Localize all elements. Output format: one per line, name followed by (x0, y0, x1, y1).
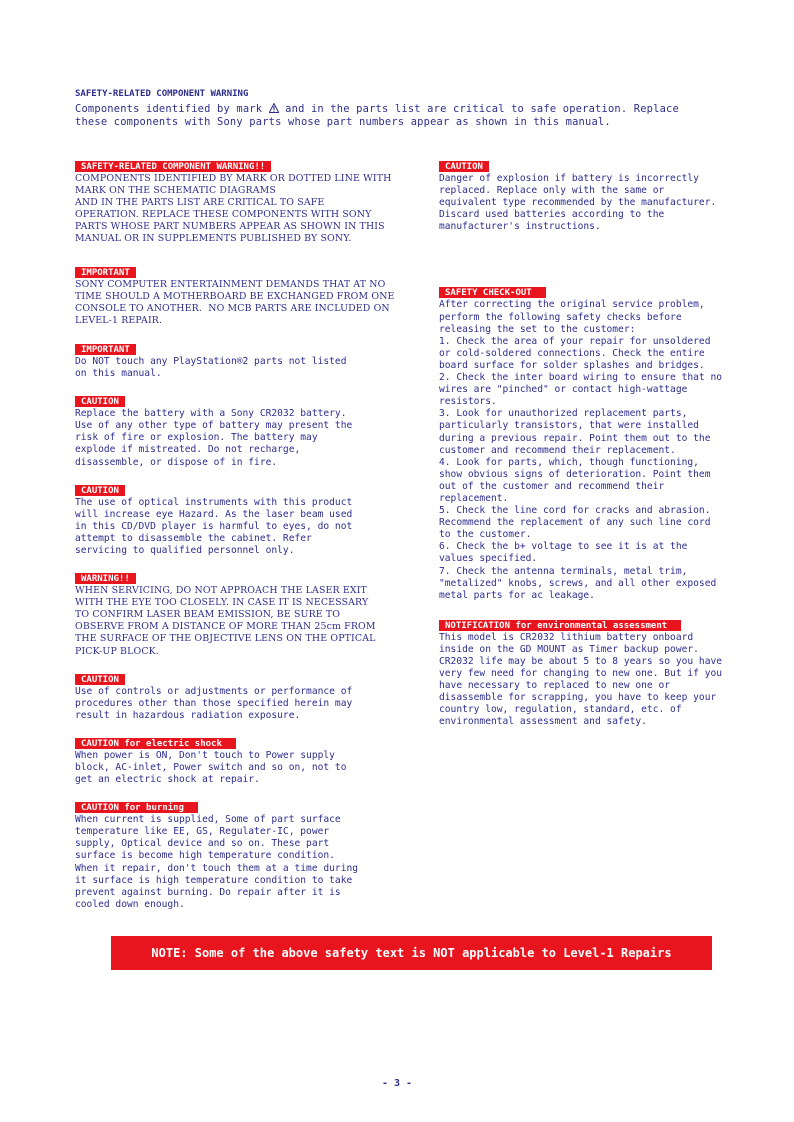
section-label: CAUTION (439, 161, 489, 172)
section-text: Danger of explosion if battery is incorrectly replaced. Replace only with the same or equivalent type recommended by the manufacturer. Discard used batteries according to the manufacturer's instructions. (439, 173, 717, 233)
section-label: SAFETY CHECK-OUT (439, 287, 546, 298)
section-caution-optical (75, 478, 405, 557)
section-label: IMPORTANT (75, 344, 136, 355)
section-label: IMPORTANT (75, 267, 136, 278)
section-label: SAFETY-RELATED COMPONENT WARNING!! (75, 161, 271, 172)
section-caution-explosion (439, 154, 759, 233)
warning-triangle-icon (269, 103, 279, 113)
section-text: COMPONENTS IDENTIFIED BY MARK OR DOTTED LINE WITH MARK ON THE SCHEMATIC DIAGRAMS AND IN THE PARTS LIST ARE CRITICAL TO SAFE OPERATION. REPLACE THESE COMPONENTS WITH SONY PARTS WHOSE PART NUMBERS APPEAR AS SHOWN IN THIS MANUAL OR IN SUPPLEMENTS PUBLISHED BY SONY. (75, 173, 392, 245)
section-notification-env (439, 613, 759, 729)
header-line1-post: and in the parts list are critical to safe operation. Replace (285, 103, 679, 115)
section-label: NOTIFICATION for environmental assessment (439, 620, 681, 631)
section-text: Use of controls or adjustments or performance of procedures other than those specified herein may result in hazardous radiation exposure. (75, 685, 353, 721)
section-safety-warning (75, 154, 405, 246)
section-label: CAUTION for burning (75, 802, 198, 813)
section-label: CAUTION (75, 485, 125, 496)
section-label: CAUTION for electric shock (75, 738, 236, 749)
header-line1-pre: Components identified by mark (75, 103, 263, 115)
header-line2: these components with Sony parts whose part numbers appear as shown in this manual. (75, 116, 611, 128)
section-text: After correcting the original service problem, perform the following safety checks before releasing the set to the customer: 1. Check the area of your repair for unsoldered or cold-soldered connections. Check the entire board surface for solder splashes and bridges. 2. Check the inter board wiring to ensure that no wires are "pinched" or contact high-wattage resistors. 3. Look for unauthorized replacement parts, particularly transistors, that were installed during a previous repair. Point them out to the customer and recommend their replacement. 4. Look for parts, which, though functioning, show obvious signs of deterioration. Point them out of the customer and recommend their replacement. 5. Check the line cord for cracks and abrasion. Recommend the replacement of any such line cord to the customer. 6. Check the b+ voltage to see it is at the values specified. 7. Check the antenna terminals, metal trim, "metalized" knobs, screws, and all other exposed metal parts for ac leakage. (439, 299, 723, 601)
section-text: The use of optical instruments with this product will increase eye Hazard. As the laser beam used in this CD/DVD player is harmful to eyes, do not attempt to disassemble the cabinet. Refer servicing to qualified personnel only. (75, 496, 353, 556)
section-warning-laser (75, 566, 405, 658)
section-label: CAUTION (75, 674, 125, 685)
header-title: SAFETY-RELATED COMPONENT WARNING (75, 89, 249, 99)
section-text: SONY COMPUTER ENTERTAINMENT DEMANDS THAT AT NO TIME SHOULD A MOTHERBOARD BE EXCHANGED FROM ONE CONSOLE TO ANOTHER. NO MCB PARTS ARE INCLUDED ON LEVEL-1 REPAIR. (75, 278, 395, 326)
section-caution-controls (75, 667, 405, 722)
right-column (439, 154, 759, 729)
section-important-2 (75, 337, 405, 380)
section-important-1 (75, 260, 405, 327)
section-safety-checkout (439, 280, 759, 601)
left-column (75, 154, 405, 911)
page-number: - 3 - (381, 1078, 413, 1089)
header-text (75, 103, 755, 129)
level1-note-banner: NOTE: Some of the above safety text is NOT applicable to Level-1 Repairs (111, 936, 712, 970)
section-text: WHEN SERVICING, DO NOT APPROACH THE LASER EXIT WITH THE EYE TOO CLOSELY. IN CASE IT IS NECESSARY TO CONFIRM LASER BEAM EMISSION, BE SURE TO OBSERVE FROM A DISTANCE OF MORE THAN 25cm FROM THE SURFACE OF THE OBJECTIVE LENS ON THE OPTICAL PICK-UP BLOCK. (75, 585, 376, 657)
section-caution-burning (75, 795, 405, 911)
section-label: CAUTION (75, 396, 125, 407)
section-text: Replace the battery with a Sony CR2032 battery. Use of any other type of battery may present the risk of fire or explosion. The battery may explode if mistreated. Do not recharge, disassemble, or dispose of in fire. (75, 408, 353, 468)
section-text: When current is supplied, Some of part surface temperature like EE, GS, Regulater-IC, power supply, Optical device and so on. These part surface is become high temperature condition. When it repair, don't touch them at a time during it surface is high temperature condition to take prevent against burning. Do repair after it is cooled down enough. (75, 814, 359, 910)
section-text: This model is CR2032 lithium battery onboard inside on the GD MOUNT as Timer backup power. CR2032 life may be about 5 to 8 years so you have very few need for changing to new one. But if you have necessary to replaced to new one or disassemble for scrapping, you have to keep your country low, regulation, standard, etc. of environmental assessment and safety. (439, 631, 723, 728)
section-text: When power is ON, Don't touch to Power supply block, AC-inlet, Power switch and so on, not to get an electric shock at repair. (75, 749, 347, 786)
section-text: Do NOT touch any PlayStation®2 parts not listed on this manual. (75, 355, 347, 380)
section-caution-shock (75, 731, 405, 786)
section-caution-battery (75, 389, 405, 468)
section-label: WARNING!! (75, 573, 136, 584)
